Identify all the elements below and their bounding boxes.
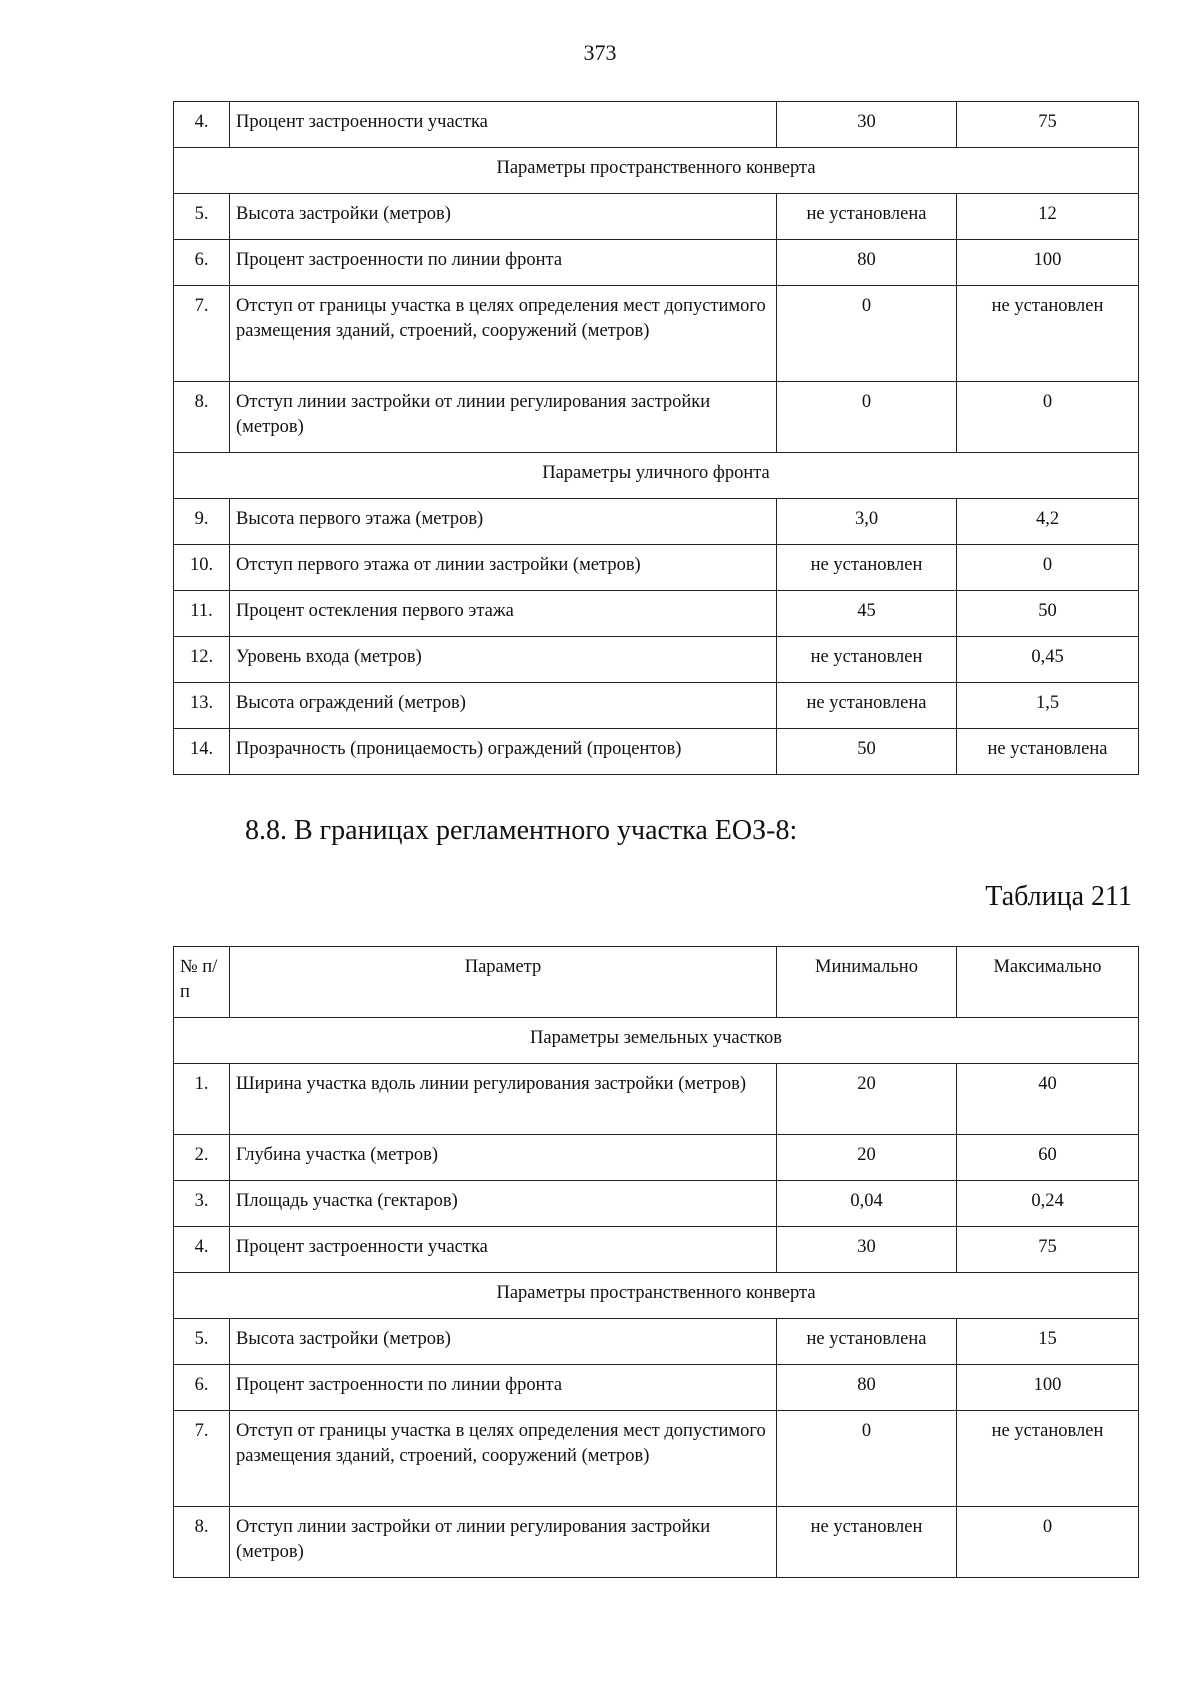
section-heading: 8.8. В границах регламентного участка ЕОЗ-8: [245,815,798,846]
table-row [174,1365,1139,1411]
row-parameter: Процент застроенности участка [230,1227,777,1273]
table-row [174,729,1139,775]
section-row [174,1018,1139,1064]
row-min-value: 80 [777,240,957,286]
table-row [174,102,1139,148]
row-parameter: Высота ограждений (метров) [230,683,777,729]
row-parameter: Отступ линии застройки от линии регулирования застройки (метров) [230,1507,777,1578]
parameters-table-continued [173,101,1139,775]
section-title: Параметры пространственного конверта [174,1273,1139,1319]
row-max-value: не установлен [957,286,1139,382]
row-min-value: 50 [777,729,957,775]
row-number: 2. [174,1135,230,1181]
section-title: Параметры пространственного конверта [174,148,1139,194]
row-number: 10. [174,545,230,591]
header-max: Максимально [957,947,1139,1018]
row-max-value: 0 [957,382,1139,453]
table-row [174,194,1139,240]
row-number: 8. [174,382,230,453]
row-max-value: 15 [957,1319,1139,1365]
row-number: 6. [174,240,230,286]
row-number: 3. [174,1181,230,1227]
row-min-value: 80 [777,1365,957,1411]
row-number: 7. [174,286,230,382]
row-parameter: Ширина участка вдоль линии регулирования застройки (метров) [230,1064,777,1135]
row-min-value: не установлена [777,1319,957,1365]
row-parameter: Высота застройки (метров) [230,194,777,240]
table-row [174,1411,1139,1507]
row-parameter: Высота первого этажа (метров) [230,499,777,545]
row-min-value: 3,0 [777,499,957,545]
row-min-value: 0 [777,1411,957,1507]
row-max-value: 0,24 [957,1181,1139,1227]
section-title: Параметры земельных участков [174,1018,1139,1064]
row-parameter: Процент застроенности по линии фронта [230,1365,777,1411]
row-max-value: 50 [957,591,1139,637]
row-max-value: 4,2 [957,499,1139,545]
table-row [174,499,1139,545]
row-parameter: Уровень входа (метров) [230,637,777,683]
row-min-value: 45 [777,591,957,637]
row-max-value: 100 [957,1365,1139,1411]
section-row [174,453,1139,499]
row-min-value: не установлен [777,1507,957,1578]
table-row [174,1135,1139,1181]
row-min-value: 0 [777,286,957,382]
row-min-value: 20 [777,1135,957,1181]
row-min-value: 20 [777,1064,957,1135]
row-min-value: не установлен [777,545,957,591]
row-number: 13. [174,683,230,729]
table-row [174,1319,1139,1365]
row-parameter: Прозрачность (проницаемость) ограждений (процентов) [230,729,777,775]
row-max-value: 0 [957,1507,1139,1578]
row-max-value: 0,45 [957,637,1139,683]
row-parameter: Отступ линии застройки от линии регулирования застройки (метров) [230,382,777,453]
row-number: 1. [174,1064,230,1135]
section-row [174,148,1139,194]
row-parameter: Высота застройки (метров) [230,1319,777,1365]
row-parameter: Отступ от границы участка в целях определения мест допустимого размещения зданий, строений, сооружений (метров) [230,1411,777,1507]
row-parameter: Процент остекления первого этажа [230,591,777,637]
row-number: 5. [174,194,230,240]
row-max-value: 12 [957,194,1139,240]
row-number: 9. [174,499,230,545]
row-min-value: не установлена [777,683,957,729]
row-max-value: 75 [957,1227,1139,1273]
row-number: 5. [174,1319,230,1365]
table-row [174,286,1139,382]
table-row [174,1507,1139,1578]
row-number: 7. [174,1411,230,1507]
row-number: 11. [174,591,230,637]
table-row [174,545,1139,591]
row-number: 14. [174,729,230,775]
row-number: 8. [174,1507,230,1578]
row-min-value: 30 [777,1227,957,1273]
row-max-value: 100 [957,240,1139,286]
table-row [174,240,1139,286]
row-parameter: Отступ первого этажа от линии застройки (метров) [230,545,777,591]
parameters-table-211 [173,946,1139,1578]
row-parameter: Процент застроенности участка [230,102,777,148]
row-parameter: Глубина участка (метров) [230,1135,777,1181]
row-min-value: не установлена [777,194,957,240]
row-number: 6. [174,1365,230,1411]
section-row [174,1273,1139,1319]
row-number: 4. [174,1227,230,1273]
row-min-value: 0 [777,382,957,453]
table-row [174,683,1139,729]
table-caption: Таблица 211 [985,881,1132,912]
row-min-value: 0,04 [777,1181,957,1227]
row-number: 4. [174,102,230,148]
table-row [174,591,1139,637]
row-max-value: 75 [957,102,1139,148]
row-max-value: 0 [957,545,1139,591]
header-num: № п/п [174,947,230,1018]
row-max-value: 60 [957,1135,1139,1181]
row-max-value: не установлен [957,1411,1139,1507]
row-max-value: не установлена [957,729,1139,775]
table-row [174,382,1139,453]
row-parameter: Процент застроенности по линии фронта [230,240,777,286]
page-number: 373 [583,40,617,65]
table-row [174,1064,1139,1135]
section-title: Параметры уличного фронта [174,453,1139,499]
row-min-value: не установлен [777,637,957,683]
table-row [174,1181,1139,1227]
row-max-value: 1,5 [957,683,1139,729]
row-parameter: Отступ от границы участка в целях определения мест допустимого размещения зданий, строений, сооружений (метров) [230,286,777,382]
row-number: 12. [174,637,230,683]
header-param: Параметр [230,947,777,1018]
header-min: Минимально [777,947,957,1018]
table-row [174,1227,1139,1273]
table-header-row [174,947,1139,1018]
row-parameter: Площадь участка (гектаров) [230,1181,777,1227]
row-min-value: 30 [777,102,957,148]
row-max-value: 40 [957,1064,1139,1135]
table-row [174,637,1139,683]
